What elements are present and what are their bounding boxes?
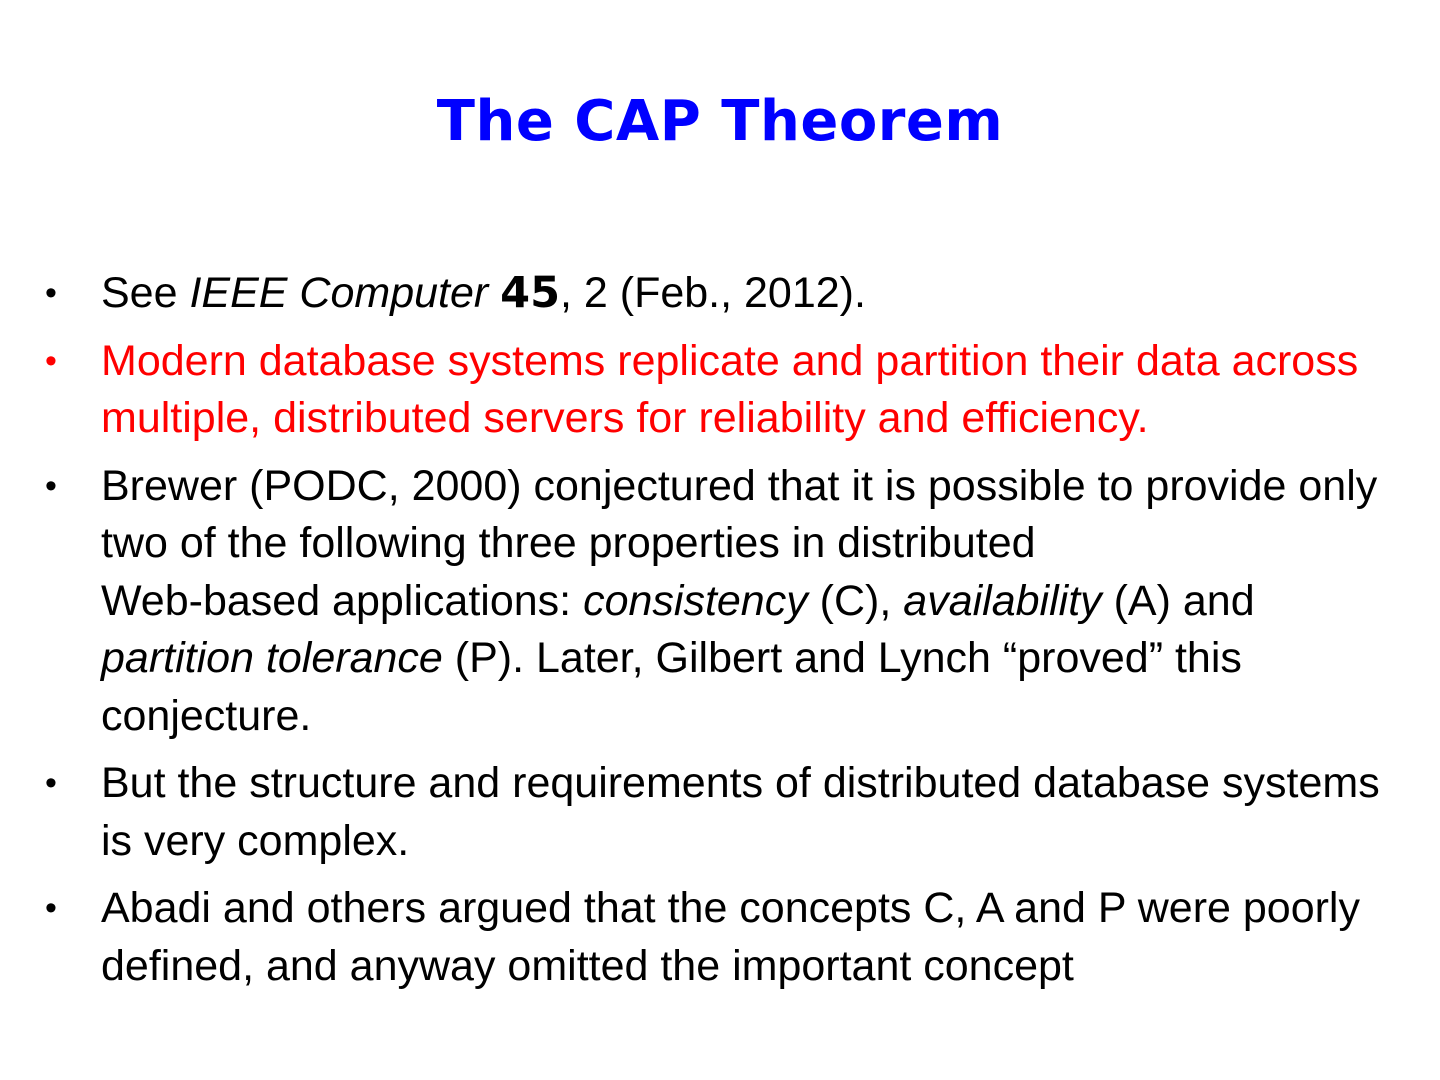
bullet-text-rest: , 2 (Feb., 2012).	[560, 269, 866, 317]
term-availability: availability	[903, 576, 1102, 625]
bullet-text-line1: Brewer (PODC, 2000) conjectured that it is possible to provide only two of the following three properties in distributed	[101, 461, 1378, 567]
text-segment: (P). Later, Gilbert and Lynch “proved” this conjecture.	[101, 634, 1242, 740]
bullet-modern-databases	[0, 333, 1440, 448]
text-segment: (C),	[807, 576, 904, 625]
bullet-icon: •	[45, 341, 57, 380]
bullet-icon: •	[45, 764, 57, 802]
bullet-text-prefix: See	[101, 269, 190, 317]
bullet-text: Abadi and others argued that the concepts C, A and P were poorly defined, and anyway omitted the important concept	[101, 884, 1360, 990]
term-partition-tolerance: partition tolerance	[101, 634, 443, 682]
bullet-list	[0, 265, 1440, 1005]
text-segment: Web-based applications:	[101, 576, 584, 625]
bullet-text-line2	[101, 573, 1390, 746]
journal-volume: 45	[500, 268, 560, 318]
bullet-text: Modern database systems replicate and partition their data across multiple, distributed servers for reliability and efficiency.	[101, 336, 1359, 442]
term-consistency: consistency	[583, 576, 808, 625]
bullet-complexity	[0, 755, 1440, 870]
text-segment: (A) and	[1101, 576, 1255, 625]
bullet-icon: •	[45, 889, 57, 927]
bullet-icon: •	[45, 274, 57, 312]
slide-title: The CAP Theorem	[436, 89, 1004, 154]
bullet-brewer-conjecture	[0, 458, 1440, 746]
bullet-icon: •	[45, 466, 57, 505]
bullet-abadi	[0, 880, 1440, 995]
journal-name: IEEE Computer	[189, 269, 489, 317]
bullet-ieee-reference	[0, 265, 1440, 323]
bullet-text: But the structure and requirements of distributed database systems is very complex.	[101, 759, 1380, 865]
